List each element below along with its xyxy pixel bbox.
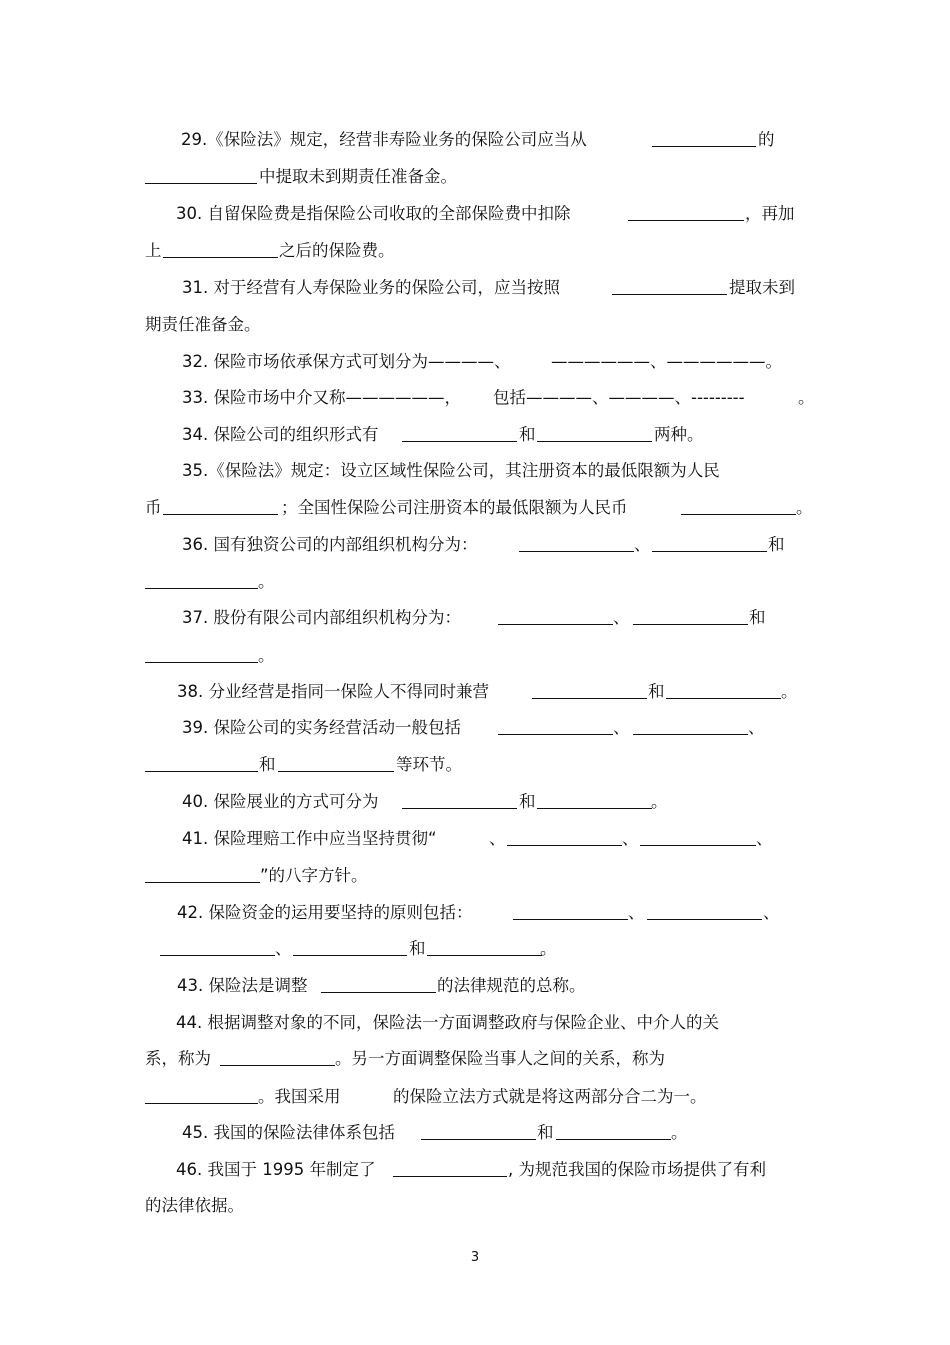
question-text: 36. 国有独资公司的内部组织机构分为： (182, 535, 478, 554)
question-text: 币 (145, 498, 162, 517)
question-text: 之后的保险费。 (279, 241, 395, 260)
question-text: 。 (796, 498, 813, 517)
question-text: 、 (763, 903, 780, 922)
question-44-line-1 (0, 1008, 950, 1038)
question-29-line-1 (0, 125, 950, 155)
question-30-line-1 (0, 199, 950, 229)
question-text: 43. 保险法是调整 (177, 976, 308, 995)
question-text: 42. 保险资金的运用要坚持的原则包括： (177, 903, 473, 922)
question-31-line-1 (0, 273, 950, 303)
question-43-line-1 (0, 971, 950, 1001)
question-37-line-2 (0, 641, 950, 671)
question-text: 和 (537, 1123, 554, 1142)
answer-blank (145, 1086, 258, 1104)
answer-blank (498, 717, 613, 735)
answer-blank (145, 645, 258, 663)
question-29-line-2 (0, 162, 950, 192)
question-39-line-1 (0, 713, 950, 743)
question-text: 、 (628, 903, 645, 922)
question-text: 31. 对于经营有人寿保险业务的保险公司，应当按照 (182, 278, 560, 297)
answer-blank (628, 203, 744, 221)
question-text: 的法律依据。 (145, 1196, 244, 1215)
question-text: 40. 保险展业的方式可分为 (182, 792, 379, 811)
question-text: 中提取未到期责任准备金。 (259, 167, 457, 186)
answer-blank (633, 717, 748, 735)
question-text: 的 (758, 130, 775, 149)
question-39-line-2 (0, 750, 950, 780)
question-text: 等环节。 (396, 755, 462, 774)
question-text: 的保险立法方式就是将这两部分合二为一。 (393, 1087, 707, 1106)
question-text: 和 (648, 682, 665, 701)
question-text: 两种。 (654, 425, 704, 444)
question-text: 期责任准备金。 (145, 315, 261, 334)
answer-blank (145, 754, 258, 772)
answer-blank (507, 828, 622, 846)
question-46-line-2 (0, 1191, 950, 1221)
question-text: 和 (259, 755, 276, 774)
question-44-line-3 (0, 1082, 950, 1112)
answer-blank (145, 571, 258, 589)
question-text: 29.《保险法》规定，经营非寿险业务的保险公司应当从 (181, 130, 587, 149)
question-text: 和 (519, 425, 536, 444)
question-text: 上 (145, 241, 162, 260)
question-text: 44. 根据调整对象的不同，保险法一方面调整政府与保险企业、中介人的关 (176, 1013, 719, 1032)
question-text: 、 (634, 535, 651, 554)
answer-blank (498, 607, 613, 625)
answer-blank (402, 424, 517, 442)
question-40-line-1 (0, 787, 950, 817)
answer-blank (145, 865, 260, 883)
question-text: ，再加 (745, 204, 795, 223)
answer-blank (640, 828, 756, 846)
question-text: 41. 保险理赔工作中应当坚持贯彻“ (182, 829, 437, 848)
question-text: 包括————、————、--------- (493, 388, 745, 407)
question-36-line-2 (0, 567, 950, 597)
question-text: 的法律规范的总称。 (437, 976, 586, 995)
question-text: 45. 我国的保险法律体系包括 (182, 1123, 395, 1142)
question-30-line-2 (0, 236, 950, 266)
question-text: 38. 分业经营是指同一保险人不得同时兼营 (177, 682, 489, 701)
answer-blank (145, 166, 257, 184)
answer-blank (393, 1159, 507, 1177)
question-35-line-1 (0, 456, 950, 486)
question-text: 、 (613, 608, 630, 627)
question-text: 和 (768, 535, 785, 554)
question-46-line-1 (0, 1155, 950, 1185)
question-33-line-1 (0, 383, 950, 413)
answer-blank (321, 975, 436, 993)
answer-blank (647, 902, 762, 920)
question-text: 、 (489, 829, 506, 848)
answer-blank (160, 938, 275, 956)
question-text: 和 (519, 792, 536, 811)
answer-blank (612, 277, 727, 295)
answer-blank (537, 791, 652, 809)
answer-blank (681, 497, 796, 515)
question-35-line-2 (0, 493, 950, 523)
question-text: , 为规范我国的保险市场提供了有利 (508, 1160, 766, 1179)
answer-blank (633, 607, 748, 625)
question-text: 。 (258, 646, 275, 665)
question-text: 。我国采用 (258, 1087, 341, 1106)
question-text: 系，称为 (145, 1049, 211, 1068)
question-text: 30. 自留保险费是指保险公司收取的全部保险费中扣除 (176, 204, 571, 223)
answer-blank (163, 240, 278, 258)
answer-blank (293, 938, 407, 956)
question-41-line-1 (0, 824, 950, 854)
answer-blank (666, 681, 781, 699)
question-text: 、 (622, 829, 639, 848)
question-text: 提取未到 (729, 278, 795, 297)
question-text: 39. 保险公司的实务经营活动一般包括 (182, 718, 461, 737)
question-32-line-1 (0, 347, 950, 377)
question-34-line-1 (0, 420, 950, 450)
question-text: 37. 股份有限公司内部组织机构分为： (182, 608, 461, 627)
question-text: 。 (781, 682, 798, 701)
question-text: 。 (798, 388, 815, 407)
answer-blank (652, 534, 767, 552)
question-41-line-2 (0, 861, 950, 891)
answer-blank (220, 1048, 335, 1066)
question-text: 33. 保险市场中介又称——————， (182, 388, 461, 407)
question-38-line-1 (0, 677, 950, 707)
answer-blank (532, 681, 647, 699)
question-text: 、 (613, 718, 630, 737)
question-text: 、 (756, 829, 773, 848)
answer-blank (402, 791, 517, 809)
question-text: 。 (540, 939, 557, 958)
question-31-line-2 (0, 310, 950, 340)
page-number: 3 (470, 1250, 480, 1265)
question-text: 46. 我国于 1995 年制定了 (176, 1160, 376, 1179)
question-text: ”的八字方针。 (260, 866, 368, 885)
question-text: 。 (651, 792, 668, 811)
answer-blank (537, 424, 652, 442)
question-text: 。 (258, 572, 275, 591)
answer-blank (278, 754, 394, 772)
answer-blank (652, 129, 756, 147)
question-text: 34. 保险公司的组织形式有 (182, 425, 379, 444)
answer-blank (556, 1122, 671, 1140)
answer-blank (427, 938, 542, 956)
question-text: 、 (275, 939, 292, 958)
answer-blank (519, 534, 634, 552)
question-text: ——————、——————。 (551, 352, 782, 371)
question-text: 和 (409, 939, 426, 958)
answer-blank (513, 902, 628, 920)
question-text: 32. 保险市场依承保方式可划分为————、 (182, 352, 511, 371)
question-36-line-1 (0, 530, 950, 560)
question-45-line-1 (0, 1118, 950, 1148)
question-42-line-1 (0, 898, 950, 928)
question-text: ；全国性保险公司注册资本的最低限额为人民币 (281, 498, 628, 517)
question-37-line-1 (0, 603, 950, 633)
answer-blank (163, 497, 278, 515)
question-42-line-2 (0, 934, 950, 964)
question-44-line-2 (0, 1044, 950, 1074)
question-text: 。另一方面调整保险当事人之间的关系，称为 (335, 1049, 665, 1068)
answer-blank (421, 1122, 536, 1140)
question-text: 。 (671, 1123, 688, 1142)
question-text: 、 (748, 718, 765, 737)
question-text: 35.《保险法》规定：设立区域性保险公司，其注册资本的最低限额为人民 (182, 461, 720, 480)
question-text: 和 (749, 608, 766, 627)
